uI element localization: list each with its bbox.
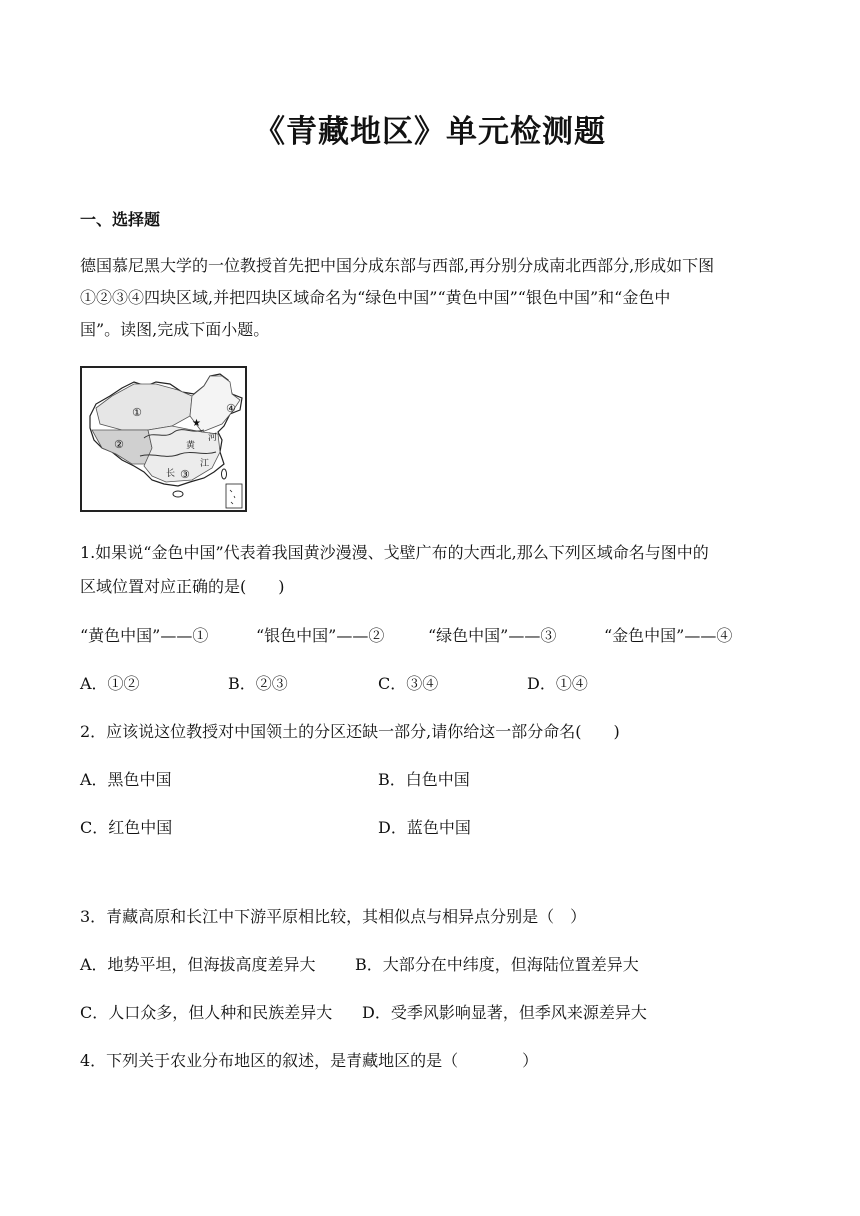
q2-stem: 2．应该说这位教授对中国领土的分区还缺一部分,请你给这一部分命名( ) [80,722,620,741]
map-drawing [82,368,245,510]
q1-stem-line-2: 区域位置对应正确的是( ) [80,577,285,596]
q2-option-b[interactable]: B．白色中国 [378,770,470,789]
q1-option-a[interactable]: A．①② [80,674,140,693]
page-title: 《青藏地区》单元检测题 [254,114,606,150]
china-region-map [80,366,247,512]
section-heading: 一、选择题 [80,210,161,229]
intro-line: ①②③④四块区域,并把四块区域命名为“绿色中国”“黄色中国”“银色中国”和“金色中 [80,288,671,307]
region-1-shade [96,384,192,430]
q2-option-c[interactable]: C．红色中国 [80,818,173,837]
q4-stem: 4．下列关于农业分布地区的叙述，是青藏地区的是（ ） [80,1051,539,1070]
river-label-jiang: 江 [200,459,210,469]
intro-paragraph [80,250,780,346]
q1-stem-line-1: 1.如果说“金色中国”代表着我国黄沙漫漫、戈壁广布的大西北,那么下列区域命名与图中的 [80,543,709,562]
q3-option-d[interactable]: D．受季风影响显著，但季风来源差异大 [362,1003,647,1022]
q1-option-c[interactable]: C．③④ [378,674,439,693]
inset-islands [230,490,235,504]
region-label-3: ③ [180,468,190,481]
region-label-2: ② [114,438,124,451]
region-label-1: ① [132,406,142,419]
river-label-chang: 长 [166,469,176,479]
q1-option-b[interactable]: B．②③ [228,674,288,693]
region-label-4: ④ [226,402,236,415]
q3-stem: 3．青藏高原和长江中下游平原相比较，其相似点与相异点分别是（ ） [80,907,587,926]
river-label-he: 河 [208,433,218,443]
q3-option-c[interactable]: C．人口众多，但人种和民族差异大 [80,1003,333,1022]
q2-option-a[interactable]: A．黑色中国 [80,770,172,789]
intro-line: 国”。读图,完成下面小题。 [80,320,270,339]
q1-pair-4: “金色中国”——④ [604,626,733,645]
q1-pair-1: “黄色中国”——① [80,626,209,645]
taiwan-island [222,469,227,479]
q3-option-b[interactable]: B．大部分在中纬度，但海陆位置差异大 [355,955,639,974]
hainan-island [173,491,183,497]
q2-option-d[interactable]: D．蓝色中国 [378,818,471,837]
q1-pair-2: “银色中国”——② [256,626,385,645]
river-label-huang: 黄 [186,441,196,451]
q1-option-d[interactable]: D．①④ [527,674,588,693]
q3-option-a[interactable]: A．地势平坦，但海拔高度差异大 [80,955,316,974]
q1-pair-3: “绿色中国”——③ [428,626,557,645]
intro-line: 德国慕尼黑大学的一位教授首先把中国分成东部与西部,再分别分成南北西部分,形成如下图 [80,256,715,275]
beijing-star-icon: ★ [192,418,201,429]
